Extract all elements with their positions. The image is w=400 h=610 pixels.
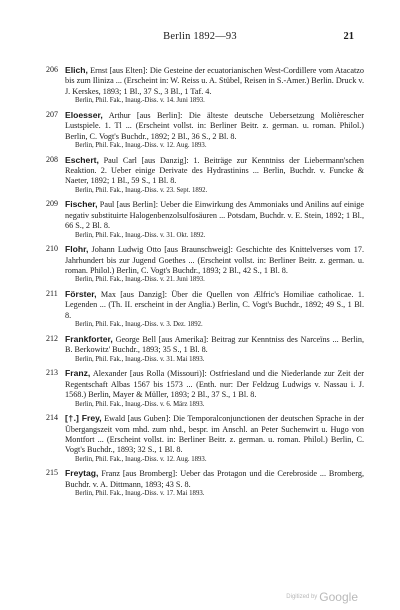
author-name: Freytag, <box>65 468 99 479</box>
page-number: 21 <box>343 31 354 42</box>
dissertation-note: Berlin, Phil. Fak., Inaug.-Diss. v. 14. Juni 1893. <box>75 97 205 105</box>
entry-number: 207 <box>46 109 58 119</box>
entry-text <box>65 199 364 231</box>
dissertation-note: Berlin, Phil. Fak., Inaug.-Diss. v. 31. Mai 1893. <box>75 355 205 363</box>
watermark-prefix: Digitized by <box>286 593 318 600</box>
list-item <box>46 413 364 464</box>
author-name: Flohr, <box>65 244 89 255</box>
entry-body: Arthur [aus Berlin]: Die älteste deutsche Uebersetzung Molièrescher Lustspiele. 1. Tl ... (Erscheint vollst. in: Berliner Beitr. z. german. u. roman. Philol.) Berlin, C. Vogt's Buchdr., 1892; 2 Bl., 36 S., 2 Bl. 8. <box>65 110 364 141</box>
entry-number: 211 <box>46 289 58 299</box>
entry-body: Ewald [aus Guben]: Die Temporalconjunctionen der deutschen Sprache in der Übergangszeit vom mhd. zum nhd., bespr. im Anschl. an Peter Suchenwirt u. Hugo von Montfort ... (Erscheint vollst. in: Berliner Beitr. z. german. u. roman. Philol.) Berlin, C. Vogt's Buchdr., 1893; 32 S., 1 Bl. 8. <box>65 414 364 455</box>
entry-number: 215 <box>46 468 58 478</box>
entry-body: George Bell [aus Amerika]: Beitrag zur Kenntniss des Narceïns ... Berlin, B. Berkowitz' Buchdr., 1893; 35 S., 1 Bl. 8. <box>65 334 364 355</box>
entry-text <box>65 110 364 142</box>
entry-body: Paul [aus Berlin]: Ueber die Einwirkung des Ammoniaks und Anilins auf einige negativ substituirte Halogenbenzolsulfosäuren ... Potsdam, Buchdr. v. E. Stein, 1892; 1 Bl., 66 S., 2 Bl. 8. <box>65 200 364 231</box>
entry-number: 210 <box>46 244 58 254</box>
entry-body: Paul Carl [aus Danzig]: 1. Beiträge zur Kenntniss der Liebermann'schen Reaktion. 2. Ueber einige Derivate des Hydrastinins ... Berlin, Buchdr. v. Funcke & Naeter, 1892; 1 Bl., 59 S., 1 Bl. 8. <box>65 155 364 186</box>
author-name: Eschert, <box>65 154 99 165</box>
entry-text <box>65 155 364 187</box>
entry-text <box>65 244 364 276</box>
author-name: Fischer, <box>65 199 98 210</box>
entry-body: Alexander [aus Rolla (Missouri)]: Ostfriesland und die Niederlande zur Zeit der Regentschaft Albas 1567 bis 1573 ... (Enth. nur: Der Feldzug Ludwigs v. Nassau i. J. 1568.) Berlin, Mayer & Müller, 1893; 2 Bl., 37 S., 1 Bl. 8. <box>65 369 364 400</box>
author-name: Franz, <box>65 368 91 379</box>
entry-body: Johann Ludwig Otto [aus Braunschweig]: Geschichte des Knittelverses vom 17. Jahrhundert bis zur Jugend Goethes ... (Erscheint vollst. in: Berliner Beitr. z. german. u. roman. Philol.) Berlin, C. Vogt's Buchdr., 1893; 2 Bl., 42 S., 1 Bl. 8. <box>65 245 364 276</box>
dissertation-note: Berlin, Phil. Fak., Inaug.-Diss. v. 6. März 1893. <box>75 400 205 408</box>
entry-text <box>65 468 364 490</box>
dissertation-note: Berlin, Phil. Fak., Inaug.-Diss. v. 21. Juni 1893. <box>75 276 205 284</box>
dissertation-note: Berlin, Phil. Fak., Inaug.-Diss. v. 31. Okt. 1892. <box>75 231 206 239</box>
running-head <box>0 31 400 45</box>
author-name: Frankforter, <box>65 333 113 344</box>
entry-text <box>65 289 364 321</box>
entry-text <box>65 334 364 356</box>
dissertation-note: Berlin, Phil. Fak., Inaug.-Diss. v. 12. Aug. 1893. <box>75 455 207 463</box>
entry-body: Ernst [aus Elten]: Die Gesteine der ecuatorianischen West-Cordillere vom Atacatzo bis zum Iliniza ... (Erscheint in: W. Reiss u. A. Stübel, Reisen in S.-Amer.) Berlin. Druck v. J. Kerskes, 1893; 1 Bl., 37 S., 3 Bl., 1 Taf. 4. <box>65 66 364 96</box>
entry-number: 208 <box>46 154 58 164</box>
entry-number: 212 <box>46 333 58 343</box>
dissertation-note: Berlin, Phil. Fak., Inaug.-Diss. v. 3. Dez. 1892. <box>75 321 203 329</box>
author-name: Förster, <box>65 289 97 300</box>
list-item <box>46 368 364 409</box>
author-name: [†.] Frey, <box>65 413 102 424</box>
entry-body: Max [aus Danzig]: Über die Quellen von Ælfric's Homiliae catholicae. 1. Legenden ... (Th. II. erscheint in der Anglia.) Berlin, C. Vogt's Buchdr., 1892; 49 S., 1 Bl. 8. <box>65 290 364 320</box>
list-item <box>46 244 364 285</box>
author-name: Eloesser, <box>65 109 103 120</box>
list-item <box>46 199 364 240</box>
list-item <box>46 334 364 364</box>
list-item <box>46 289 364 330</box>
list-item <box>46 65 364 106</box>
author-name: Elich, <box>65 65 88 75</box>
entry-number: 214 <box>46 413 58 423</box>
list-item <box>46 468 364 498</box>
dissertation-list <box>46 65 364 499</box>
entry-text <box>65 368 364 400</box>
entry-body: Franz [aus Bromberg]: Ueber das Protagon und die Cerebroside ... Bromberg, Buchdr. v. A. Dittmann, 1893; 43 S. 8. <box>65 469 364 489</box>
entry-number: 209 <box>46 199 58 209</box>
entry-text <box>65 413 364 456</box>
digitized-by-google-watermark <box>286 588 358 606</box>
dissertation-note: Berlin, Phil. Fak., Inaug.-Diss. v. 12. Aug. 1893. <box>75 142 207 150</box>
dissertation-note: Berlin, Phil. Fak., Inaug.-Diss. v. 17. Mai 1893. <box>75 490 205 498</box>
list-item <box>46 110 364 151</box>
entry-text <box>65 65 364 97</box>
dissertation-note: Berlin, Phil. Fak., Inaug.-Diss. v. 23. Sept. 1892. <box>75 186 208 194</box>
entry-number: 206 <box>46 65 58 74</box>
google-logo: Google <box>319 589 358 604</box>
running-title: Berlin 1892—93 <box>163 31 237 42</box>
entry-number: 213 <box>46 368 58 378</box>
list-item <box>46 155 364 196</box>
